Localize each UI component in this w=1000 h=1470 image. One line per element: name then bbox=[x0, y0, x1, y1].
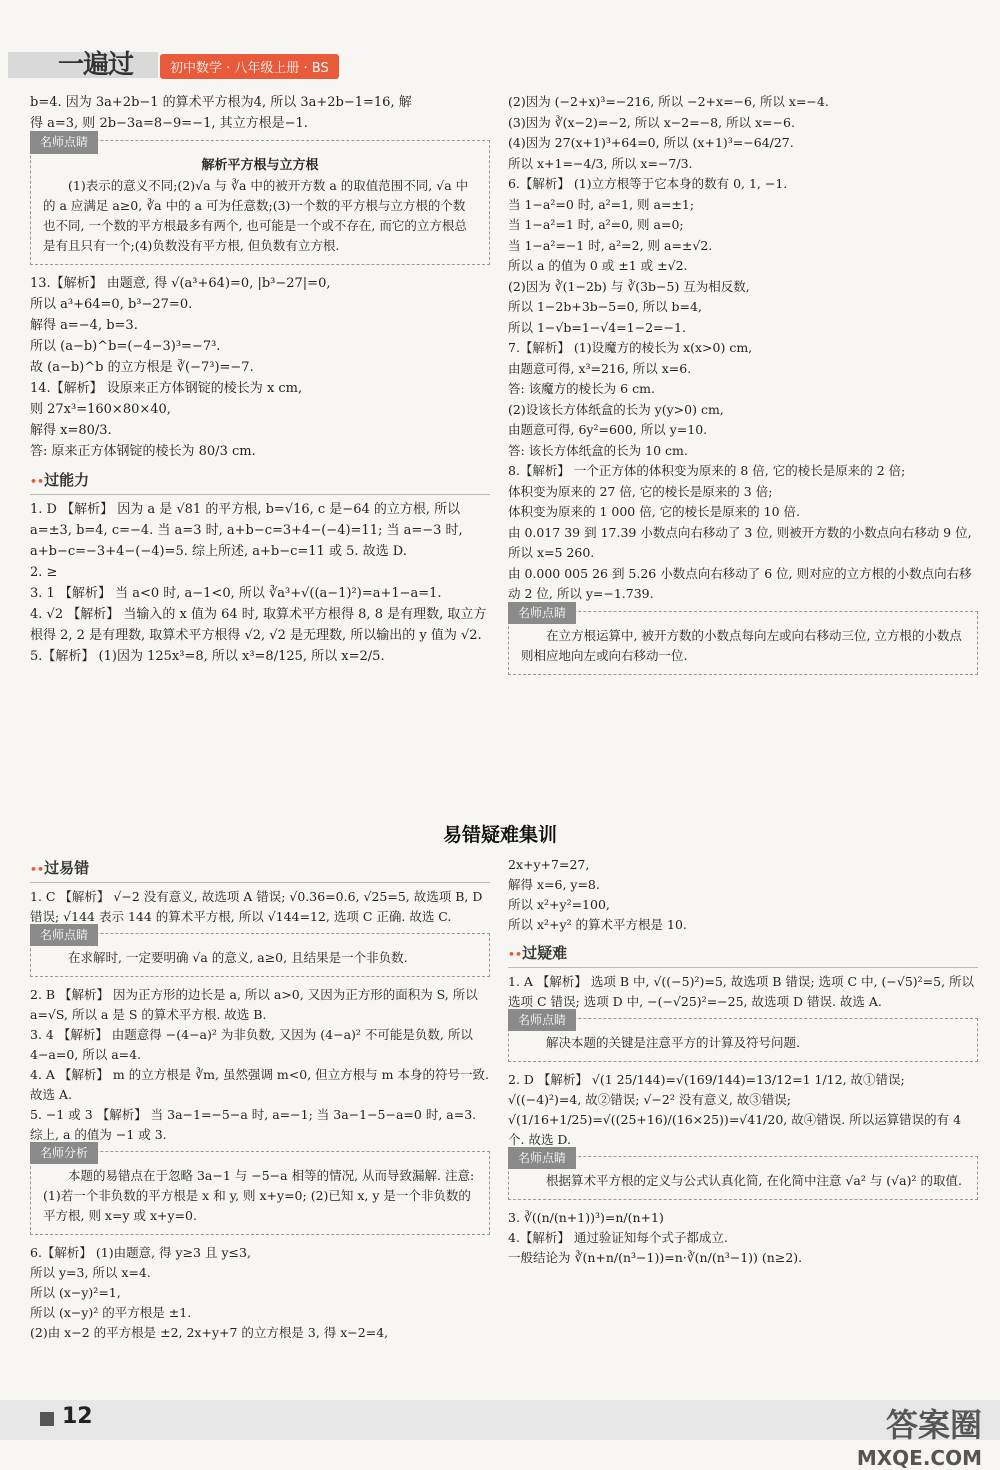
answer-item: 2. ≥ bbox=[30, 565, 58, 580]
section-heading: •• 过易错 bbox=[30, 858, 490, 883]
answer-item: 4. A 【解析】 m 的立方根是 ∛m, 虽然强调 m<0, 但立方根与 m 本身的符号一致. 故选 A. bbox=[30, 1067, 489, 1102]
page-header bbox=[0, 40, 1000, 86]
answer-line: 故 (a−b)^b 的立方根是 ∛(−7³)=−7. bbox=[30, 360, 254, 375]
text-line: 7.【解析】 (1)设魔方的棱长为 x(x>0) cm, bbox=[508, 340, 753, 355]
text-line: 当 1−a²=−1 时, a²=2, 则 a=±√2. bbox=[508, 237, 713, 253]
brand-logo: 一遍过 bbox=[58, 50, 134, 80]
answer-line: 解得 x=80/3. bbox=[30, 423, 112, 438]
tip-tag: 名师点睛 bbox=[508, 1147, 576, 1169]
answer-line: 解得 a=−4, b=3. bbox=[30, 318, 138, 333]
text-line: 当 1−a²=0 时, a²=1, 则 a=±1; bbox=[508, 196, 695, 212]
answer-item: 5. −1 或 3 【解析】 当 3a−1=−5−a 时, a=−1; 当 3a−1−5−a=0 时, a=3. 综上, a 的值为 −1 或 3. bbox=[30, 1107, 477, 1142]
tip-tag: 名师点睛 bbox=[30, 131, 98, 154]
text-line: 6.【解析】 (1)立方根等于它本身的数有 0, 1, −1. bbox=[508, 176, 788, 191]
text-line: (2)因为 (−2+x)³=−216, 所以 −2+x=−6, 所以 x=−4. bbox=[508, 94, 829, 109]
answer-line: 所以 (a−b)^b=(−4−3)³=−7³. bbox=[30, 339, 221, 354]
answer-line: (2)由 x−2 的平方根是 ±2, 2x+y+7 的立方根是 3, 得 x−2=4, bbox=[30, 1325, 389, 1340]
tip-box bbox=[30, 928, 490, 977]
left-column-bottom bbox=[30, 850, 490, 1343]
text-line: (4)因为 27(x+1)³+64=0, 所以 (x+1)³=−64/27. bbox=[508, 135, 794, 150]
answer-item: 1. D 【解析】 因为 a 是 √81 的平方根, b=√16, c 是−64 的立方根, 所以 a=±3, b=4, c=−4. 当 a=3 时, a+b−c=3+4−(−4)=11; 当 a=−3 时, a+b−c=−3+4−(−4)=5. 综上所述, a+b−c=11 或 5. 故选 D. bbox=[30, 502, 463, 559]
tip-tag: 名师分析 bbox=[30, 1142, 98, 1164]
answer-item: 2. B 【解析】 因为正方形的边长是 a, 所以 a>0, 又因为正方形的面积为 S, 所以 a=√S, 所以 a 是 S 的算术平方根. 故选 B. bbox=[30, 987, 478, 1022]
text-line: 由 0.017 39 到 17.39 小数点向右移动了 3 位, 则被开方数的小数点向右移动 9 位, 所以 x=5 260. bbox=[508, 524, 972, 560]
answer-line: 答: 原来正方体钢锭的棱长为 80/3 cm. bbox=[30, 444, 256, 459]
text-line: 所以 1−2b+3b−5=0, 所以 b=4, bbox=[508, 299, 702, 314]
text-line: (2)因为 ∛(1−2b) 与 ∛(3b−5) 互为相反数, bbox=[508, 278, 750, 294]
tip-body: (1)表示的意义不同;(2)√a 与 ∛a 中的被开方数 a 的取值范围不同, √a 中的 a 应满足 a≥0, ∛a 中的 a 可为任意数;(3)一个数的平方根与立方根的个数也不同, 一个数的平方根最多有两个, 也可能是一个或不存在, 而它的立方根总是有且只有一个;(4)负数没有平方根, 但负数有立方根. bbox=[43, 178, 469, 253]
tip-body: 解决本题的关键是注意平方的计算及符号问题. bbox=[546, 1035, 800, 1050]
answer-line: 所以 (x−y)²=1, bbox=[30, 1285, 121, 1300]
section-title: 易错疑难集训 bbox=[442, 824, 557, 846]
text-line: 所以 x²+y² 的算术平方根是 10. bbox=[508, 917, 687, 932]
answer-item: 1. A 【解析】 选项 B 中, √((−5)²)=5, 故选项 B 错误; 选项 C 中, (−√5)²=5, 所以选项 C 错误; 选项 D 中, −(−√25)²=−25, 故选项 D 错误. 故选 A. bbox=[508, 974, 975, 1009]
tip-tag: 名师点睛 bbox=[508, 602, 576, 625]
answer-line: 所以 a³+64=0, b³−27=0. bbox=[30, 297, 193, 312]
answer-line: 14.【解析】 设原来正方体钢锭的棱长为 x cm, bbox=[30, 381, 303, 396]
left-column-top bbox=[30, 92, 490, 667]
text-line: 得 a=3, 则 2b−3a=8−9=−1, 其立方根是−1. bbox=[30, 116, 308, 131]
answer-line: 则 27x³=160×80×40, bbox=[30, 402, 171, 417]
answer-line: 13.【解析】 由题意, 得 √(a³+64)=0, |b³−27|=0, bbox=[30, 276, 331, 291]
tip-box bbox=[508, 1013, 978, 1062]
text-line: 所以 1−√b=1−√4=1−2=−1. bbox=[508, 319, 686, 335]
subject-tag: 初中数学 · 八年级上册 · BS bbox=[160, 54, 339, 79]
answer-line: 所以 (x−y)² 的平方根是 ±1. bbox=[30, 1305, 192, 1320]
page-marker-icon bbox=[40, 1412, 54, 1426]
text-line: 所以 a 的值为 0 或 ±1 或 ±√2. bbox=[508, 258, 688, 273]
answer-line: 所以 y=3, 所以 x=4. bbox=[30, 1265, 151, 1280]
text-line: 由 0.000 005 26 到 5.26 小数点向右移动了 6 位, 则对应的立方根的小数点向右移动 2 位, 所以 y=−1.739. bbox=[508, 565, 972, 601]
answer-item: 3. ∛((n/(n+1))³)=n/(n+1) bbox=[508, 1210, 664, 1225]
footer-bar bbox=[0, 1400, 1000, 1440]
page-number: 12 bbox=[62, 1404, 93, 1429]
tip-box bbox=[30, 1146, 490, 1235]
tip-box bbox=[30, 135, 490, 265]
text-line: 体积变为原来的 1 000 倍, 它的棱长是原来的 10 倍. bbox=[508, 504, 801, 519]
watermark bbox=[857, 1400, 982, 1470]
tip-box bbox=[508, 1151, 978, 1200]
answer-item: 1. C 【解析】 √−2 没有意义, 故选项 A 错误; √0.36=0.6, √25=5, 故选项 B, D 错误; √144 表示 144 的算术平方根, 所以 √144=12, 选项 C 正确. 故选 C. bbox=[30, 889, 483, 924]
right-column-bottom bbox=[508, 855, 978, 1268]
text-line: 8.【解析】 一个正方体的体积变为原来的 8 倍, 它的棱长是原来的 2 倍; bbox=[508, 463, 906, 478]
text-line: 答: 该魔方的棱长为 6 cm. bbox=[508, 381, 655, 396]
text-line: 由题意可得, x³=216, 所以 x=6. bbox=[508, 360, 692, 376]
answer-line: 一般结论为 ∛(n+n/(n³−1))=n·∛(n/(n³−1)) (n≥2). bbox=[508, 1250, 803, 1265]
tip-body: 在立方根运算中, 被开方数的小数点每向左或向右移动三位, 立方根的小数点则相应地向左或向右移动一位. bbox=[521, 627, 962, 663]
text-line: (3)因为 ∛(x−2)=−2, 所以 x−2=−8, 所以 x=−6. bbox=[508, 114, 795, 130]
answer-item: 4. √2 【解析】 当输入的 x 值为 64 时, 取算术平方根得 8, 8 是有理数, 取立方根得 2, 2 是有理数, 取算术平方根得 √2, √2 是无理数, 所以输出的 y 值为 √2. bbox=[30, 607, 487, 643]
text-line: 由题意可得, 6y²=600, 所以 y=10. bbox=[508, 422, 708, 437]
text-line: 体积变为原来的 27 倍, 它的棱长是原来的 3 倍; bbox=[508, 483, 773, 499]
text-line: (2)设该长方体纸盒的长为 y(y>0) cm, bbox=[508, 401, 724, 417]
tip-body: 本题的易错点在于忽略 3a−1 与 −5−a 相等的情况, 从而导致漏解. 注意: (1)若一个非负数的平方根是 x 和 y, 则 x+y=0; (2)已知 x, y 是一个非负数的平方根, 则 x=y 或 x+y=0. bbox=[43, 1168, 475, 1223]
tip-body: 根据算术平方根的定义与公式认真化简, 在化简中注意 √a² 与 (√a)² 的取值. bbox=[546, 1173, 962, 1188]
section-heading: •• 过疑难 bbox=[508, 943, 978, 968]
text-line: 答: 该长方体纸盒的长为 10 cm. bbox=[508, 442, 688, 458]
answer-item: 5.【解析】 (1)因为 125x³=8, 所以 x³=8/125, 所以 x=2/5. bbox=[30, 649, 385, 664]
watermark-url: MXQE.COM bbox=[856, 1446, 982, 1470]
answer-line: 6.【解析】 (1)由题意, 得 y≥3 且 y≤3, bbox=[30, 1245, 251, 1260]
text-line: 所以 x+1=−4/3, 所以 x=−7/3. bbox=[508, 155, 693, 171]
text-line: b=4. 因为 3a+2b−1 的算术平方根为4, 所以 3a+2b−1=16, 解 bbox=[30, 95, 412, 110]
tip-body: 在求解时, 一定要明确 √a 的意义, a≥0, 且结果是一个非负数. bbox=[68, 950, 408, 965]
answer-item: 2. D 【解析】 √(1 25/144)=√(169/144)=13/12=1 1/12, 故①错误; √((−4)²)=4, 故②错误; √−2² 没有意义, 故③错误; √(1/16+1/25)=√((25+16)/(16×25))=√41/20, 故④错误. 所以运算错误的有 4 个. 故选 D. bbox=[508, 1072, 962, 1147]
section-heading: •• 过能力 bbox=[30, 470, 490, 495]
tip-tag: 名师点睛 bbox=[30, 924, 98, 946]
answer-line: 4.【解析】 通过验证知每个式子都成立. bbox=[508, 1230, 728, 1245]
watermark-logo: 答案圈 bbox=[885, 1406, 982, 1444]
tip-tag: 名师点睛 bbox=[508, 1009, 576, 1031]
answer-item: 3. 4 【解析】 由题意得 −(4−a)² 为非负数, 又因为 (4−a)² 不可能是负数, 所以 4−a=0, 所以 a=4. bbox=[30, 1027, 473, 1062]
text-line: 解得 x=6, y=8. bbox=[508, 877, 600, 892]
text-line: 2x+y+7=27, bbox=[508, 857, 590, 872]
answer-item: 3. 1 【解析】 当 a<0 时, a−1<0, 所以 ∛a³+√((a−1)²)=a+1−a=1. bbox=[30, 586, 442, 601]
tip-title: 解析平方根与立方根 bbox=[201, 158, 319, 173]
text-line: 所以 x²+y²=100, bbox=[508, 897, 610, 912]
right-column-top bbox=[508, 92, 978, 683]
text-line: 当 1−a²=1 时, a²=0, 则 a=0; bbox=[508, 217, 684, 232]
tip-box bbox=[508, 605, 978, 675]
